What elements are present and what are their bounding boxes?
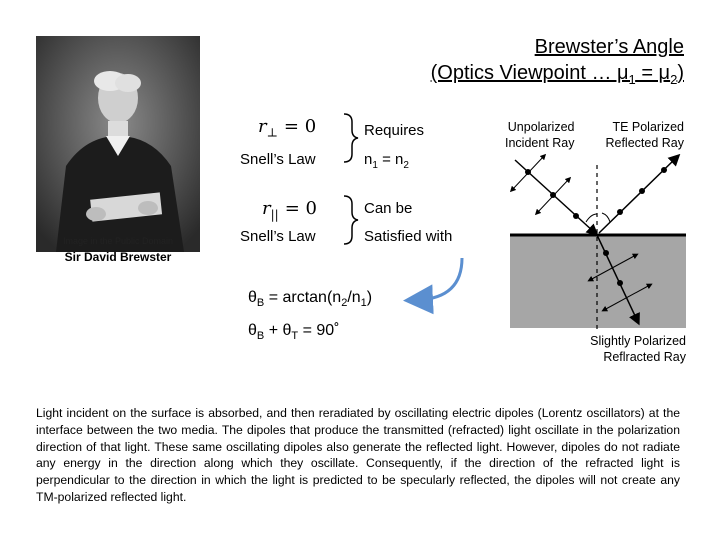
formula-block xyxy=(248,284,372,350)
formula-subscript: 1 xyxy=(360,297,367,310)
eq-rhs: = 0 xyxy=(284,198,317,219)
eq-symbol: r xyxy=(262,198,271,219)
incident-dot xyxy=(573,213,579,219)
portrait-photo xyxy=(36,36,200,252)
formula-brewster-angle xyxy=(248,284,372,317)
incident-pol-arrow xyxy=(537,179,569,213)
portrait-credit: Image in the Public Domain xyxy=(62,236,174,246)
equation-r-parallel xyxy=(262,198,317,222)
note-can-be: Can be xyxy=(364,200,413,217)
explanation-paragraph: Light incident on the surface is absorbed, and then reradiated by oscillating electric dipoles (Lorentz oscillators) at the interface between the two media. The dipoles that produce the transmitted (refracted) light oscillate in the polarization direction of that light. These same oscillating dipoles also generate the reflected light. However, dipoles do not radiate any energy in the direction along which they oscillate. Consequently, if the direction of the refracted light is perpendicular to the direction in which the light is predicted to be specularly reflected, the dipoles will not create any TM-polarized reflected light. xyxy=(36,406,680,504)
title-text: = μ xyxy=(635,62,671,84)
incidence-angle-arc xyxy=(586,214,597,222)
formula-text: = 90˚ xyxy=(298,322,340,340)
arrow-curve-icon xyxy=(418,258,462,300)
refracted-pol-arrow xyxy=(590,255,636,280)
equation-r-perp xyxy=(258,116,316,140)
label-te-polarized xyxy=(605,119,684,151)
note-n-equal xyxy=(364,151,409,171)
note-text: = n xyxy=(377,151,404,168)
title-line-2 xyxy=(431,60,684,93)
formula-subscript: 2 xyxy=(341,297,348,310)
title-subscript: 2 xyxy=(670,72,678,87)
eq-rhs: = 0 xyxy=(283,116,317,137)
formula-text: θ xyxy=(248,322,257,340)
note-subscript: 1 xyxy=(372,160,378,171)
formula-text: θ xyxy=(248,289,257,306)
title-text: ) xyxy=(677,62,684,84)
label-line: TE Polarized xyxy=(612,120,684,134)
title-text: (Optics Viewpoint … μ xyxy=(430,62,629,84)
note-text: n xyxy=(364,151,373,168)
eq-symbol: r xyxy=(258,116,267,137)
formula-text: = arctan(n xyxy=(264,289,342,306)
note-subscript: 2 xyxy=(403,160,409,171)
label-line: Unpolarized xyxy=(507,120,575,134)
second-medium xyxy=(510,235,686,328)
label-line: Reflected Ray xyxy=(605,136,684,150)
incident-dot xyxy=(550,192,556,198)
brace-2 xyxy=(344,196,358,244)
incident-ray xyxy=(515,160,594,232)
reflected-dot xyxy=(661,167,667,173)
formula-text: + θ xyxy=(264,322,292,340)
formula-subscript: B xyxy=(256,330,265,343)
note-satisfied: Satisfied with xyxy=(364,228,453,245)
snell-law-label-1: Snell’s Law xyxy=(240,151,316,168)
note-requires: Requires xyxy=(364,122,425,139)
title-subscript: 1 xyxy=(628,72,636,87)
reflected-ray xyxy=(599,158,676,233)
reflected-dot xyxy=(639,188,645,194)
snell-law-label-2: Snell’s Law xyxy=(240,228,316,245)
reflection-angle-arc xyxy=(602,213,610,222)
formula-angle-sum xyxy=(248,317,372,350)
label-line: Slightly Polarized xyxy=(590,334,686,348)
incident-dot xyxy=(525,169,531,175)
label-line: Incident Ray xyxy=(505,136,575,150)
title-line-1: Brewster’s Angle xyxy=(534,36,684,58)
refracted-ray xyxy=(597,235,637,320)
formula-text: /n xyxy=(347,289,361,306)
page-title xyxy=(431,34,684,93)
refracted-pol-arrow xyxy=(604,285,650,310)
label-unpolarized xyxy=(505,119,574,151)
brace-1 xyxy=(344,114,358,162)
formula-subscript: T xyxy=(291,330,299,343)
eq-subscript: ⊥ xyxy=(266,125,278,140)
eq-subscript: || xyxy=(270,207,279,222)
refracted-dot xyxy=(617,280,623,286)
incident-pol-arrow xyxy=(512,156,544,190)
formula-subscript: B xyxy=(256,297,265,310)
label-slightly-polarized xyxy=(590,333,686,365)
formula-text: ) xyxy=(366,289,373,306)
refracted-dot xyxy=(603,250,609,256)
reflected-dot xyxy=(617,209,623,215)
portrait-name: Sir David Brewster xyxy=(64,250,172,264)
label-line: Reflracted Ray xyxy=(603,350,686,364)
